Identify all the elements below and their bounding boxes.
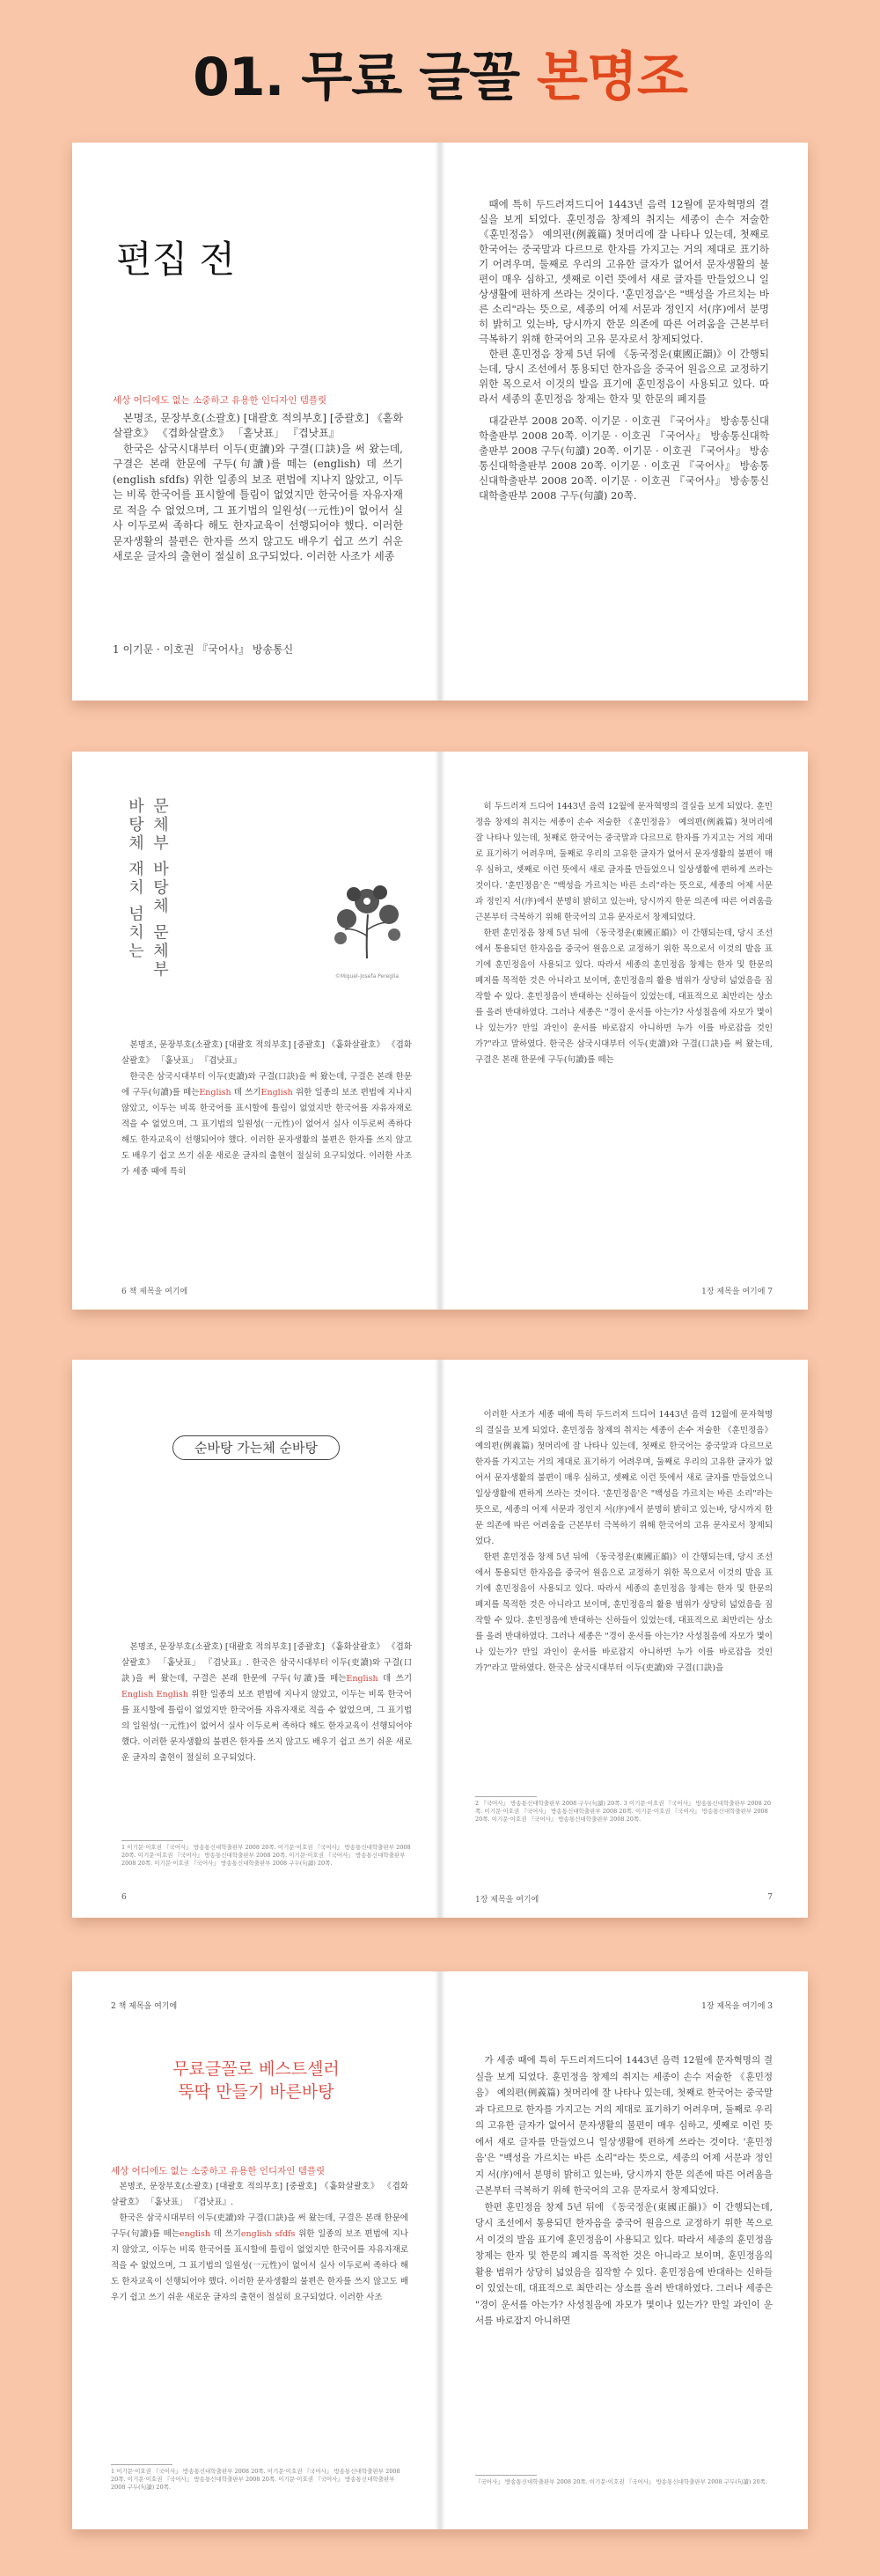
- footnote-rule: [111, 2464, 172, 2465]
- left-page: [72, 752, 440, 1310]
- english-highlight: English English: [121, 1690, 188, 1699]
- right-page: [440, 752, 808, 1310]
- left-page: [72, 1360, 440, 1918]
- folio: 1장 제목을 여기에: [475, 1896, 539, 1904]
- text-run: 본명조, 문장부호(소괄호) [대괄호 적의부호] [중괄호] 《홑화살괄호》 《겹화살괄호》 「홑낫표」 『겹낫표』. 한국은 삼국시대부터 이두(吏讀)와 구결(口訣)을 써 왔는데, 구결은 본래 한문에 구두(句讀)를 떼는: [121, 1642, 412, 1684]
- text-run: 한국은 삼국시대부터 이두(吏讀)와 구결(口訣)을 써 왔는데, 구결은 본래 한문에 구두(句讀)를 떼는: [111, 2213, 408, 2239]
- paragraph: 히 두드러져 드디어 1443년 음력 12월에 문자혁명의 결실을 보게 되었다. 훈민정음 창제의 취지는 세종이 손수 저술한 《훈민정음》 예의편(例義篇) 첫머리에 잘 나타나 있는데, 첫째로 한국어는 중국말과 다르므로 한자를 가지고는 거의 제대로 표기하기 어려우며, 둘째로 우리의 고유한 글자가 없어서 문자생활의 불편이 매우 심하고, 셋째로 이런 뜻에서 새로 글자를 만들었으니 일상생활에 편하게 쓰라는 것이다. '훈민정음'은 "백성을 가르치는 바른 소리"라는 뜻으로, 세종의 어제 서문과 정인지 서(序)에서 분명히 밝히고 있는바, 당시까지 한문 의존에 따른 어려움을 근본부터 극복하기 위해 한국어의 고유 문자로서 창제되었다.: [475, 802, 773, 922]
- folio: 6: [121, 1893, 127, 1902]
- flower-illustration: [327, 875, 407, 963]
- footnote-rule: [121, 1840, 183, 1841]
- body-text: [475, 799, 773, 1068]
- paragraph: 한편 훈민정음 창제 5년 뒤에 《동국정운(東國正韻)》이 간행되는데, 당시 조선에서 통용되던 한자음을 중국어 원음으로 교정하기 위한 목으로서 이것의 발음 표기에 훈민정음이 사용되고 있다. 따라서 세종의 훈민정음 창제는 한자 및 한문의 폐지를: [479, 348, 769, 405]
- text-run: 데 쓰기: [231, 1088, 261, 1097]
- folio: 7: [767, 1893, 773, 1902]
- spread-munche-batang: [72, 752, 808, 1310]
- body-text: [113, 393, 403, 565]
- subhead: 세상 어디에도 없는 소중하고 유용한 인디자인 템플릿: [111, 2166, 326, 2176]
- title-line: 뚝딱 만들기 바른바탕: [178, 2082, 334, 2102]
- english-highlight: English: [199, 1088, 231, 1097]
- subhead: 세상 어디에도 없는 소중하고 유용한 인디자인 템플릿: [113, 395, 327, 406]
- body-text: [475, 1407, 773, 1677]
- references: 대갈관부 2008 20쪽. 이기문 · 이호권 『국어사』 방송통신대학출판부 2008 20쪽. 이기문 · 이호권 『국어사』 방송통신대학출판부 2008 구두(句讀) 20쪽. 이기문 · 이호권 『국어사』 방송통신대학출판부 2008 20쪽. 이기문 · 이호권 『국어사』 방송통신대학출판부 2008 20쪽. 이기문 · 이호권 『국어사』 방송통신대학출판부 2008 구두(句讀) 20쪽.: [479, 415, 769, 502]
- headline-font-name: 본명조: [536, 47, 687, 108]
- paragraph: 때에 특히 두드러져드디어 1443년 음력 12월에 문자혁명의 결실을 보게 되었다. 훈민정음 창제의 취지는 세종이 손수 저술한 《훈민정음》 예의편(例義篇) 첫머리에 잘 나타나 있는데, 첫째로 한국어는 중국말과 다르므로 한자를 가지고는 거의 제대로 표기하기 어려우며, 둘째로 우리의 고유한 글자가 없어서 문자생활의 불편이 매우 심하고, 셋째로 이런 뜻에서 새로 글자를 만들었으니 일상생활에 편하게 쓰라는 것이다. '훈민정음'은 "백성을 가르치는 바른 소리"라는 뜻으로, 세종의 어제 서문과 정인지 서(序)에서 분명히 밝히고 있는바, 당시까지 한문 의존에 따른 어려움을 근본부터 극복하기 위해 한국어의 고유 문자로서 창제되었다.: [479, 198, 769, 345]
- paragraph: 한편 훈민정음 창제 5년 뒤에 《동국정운(東國正韻)》이 간행되는데, 당시 조선에서 통용되던 한자음을 중국어 원음으로 교정하기 위한 목으로서 이것의 발음 표기에 훈민정음이 사용되고 있다. 따라서 세종의 훈민정음 창제는 한자 및 한문의 폐지를 목적한 것은 아니라고 보이며, 훈민정음의 활용 범위가 상당히 넓었음을 짐작할 수 있다. 훈민정음에 반대하는 신하들이 있었는데, 대표적으로 최만리는 상소를 올려 반대하였다. 그러나 세종은 "경이 운서를 아는가? 사성칠음에 자모가 몇이나 있는가? 만일 과인이 운서를 바로잡지 아니하면: [475, 2201, 773, 2326]
- title-line: 무료글꼴로 베스트셀러: [172, 2059, 340, 2079]
- paragraph: [111, 2211, 408, 2306]
- paragraph: 한편 훈민정음 창제 5년 뒤에 《동국정운(東國正韻)》이 간행되는데, 당시 조선에서 통용되던 한자음을 중국어 원음으로 교정하기 위한 목으로서 이것의 발음 표기에 훈민정음이 사용되고 있다. 따라서 세종의 훈민정음 창제는 한자 및 한문의 폐지를 목적한 것은 아니라고 보이며, 훈민정음의 활용 범위가 상당히 넓었음을 짐작할 수 있다. 훈민정음에 반대하는 신하들이 있었는데, 대표적으로 최만리는 상소를 올려 반대하였다. 그러나 세종은 "경이 운서를 아는가? 사성칠음에 자모가 몇이나 있는가? 만일 과인이 운서를 바로잡지 아니하면 누가 이를 바로잡을 것인가?"라고 말하였다. 한국은 삼국시대부터 이두(吏讀)와 구결(口訣)을: [475, 1552, 773, 1673]
- gutter-shadow: [435, 143, 445, 701]
- english-highlight: English: [346, 1674, 378, 1684]
- left-page: [72, 1971, 440, 2529]
- page-title: 편집 전: [116, 238, 236, 281]
- footnote: 1 이기문·이호권 『국어사』 방송통신대학출판부 2008 20쪽. 이기문·이호권 『국어사』 방송통신대학출판부 2008 20쪽. 이기문·이호권 『국어사』 방송통신대학출판부 2008 20쪽. 이기문·이호권 『국어사』 방송통신대학출판부 2008 20쪽. 이기문·이호권 『국어사』 방송통신대학출판부 2008 구두(句讀) 20쪽.: [121, 1844, 411, 1867]
- text-run: 데 쓰기: [209, 2229, 241, 2239]
- english-highlight: English: [260, 1088, 293, 1097]
- body-text: [111, 2163, 408, 2306]
- footnote: 『국어사』 방송통신대학출판부 2008 20쪽. 이기문·이호권 『국어사』 방송통신대학출판부 2008 구두(句讀) 20쪽.: [475, 2478, 767, 2485]
- english-highlight: english: [180, 2229, 210, 2239]
- vertical-title-line: 바탕체 재치 넘치는: [126, 797, 144, 961]
- body-text: [121, 1038, 412, 1180]
- chapter-label: 순바탕 가는체 순바탕: [172, 1435, 340, 1460]
- gutter-shadow: [435, 1360, 445, 1918]
- text-run: 위한 일종의 보조 편법에 지나지 않았고, 이두는 비록 한국어를 표시할에 틀림이 없었지만 한국어를 자유자재로 적을 수 없었으며, 그 표기법의 일원성(一元性)이 없어서 실사 이두로써 족하다 해도 한자교육이 선행되어야 했다. 이러한 문자생활의 불편은 한자를 쓰지 않고도 배우기 쉽고 쓰기 쉬운 새로운 글자의 출현이 절실히 요구되었다. 이러한 사조가 세종 때에 특히: [121, 1088, 412, 1177]
- right-page: [440, 1971, 808, 2529]
- folio: 1장 제목을 여기에 7: [701, 1288, 773, 1296]
- footnote: 2 『국어사』 방송통신대학출판부 2008 구두(句讀) 20쪽. 3 이기문·이호권 『국어사』 방송통신대학출판부 2008 20쪽. 이기문·이호권 『국어사』 방송통신대학출판부 2008 20쪽. 이기문·이호권 『국어사』 방송통신대학출판부 2008 20쪽. 이기문·이호권 『국어사』 방송통신대학출판부 2008 20쪽.: [475, 1800, 772, 1823]
- left-page: [72, 143, 440, 701]
- text-run: 한국은 삼국시대부터 이두(吏讀)와 구결(口訣)을 써 왔는데, 구결은 본래 한문에 구두(句讀)를 떼는: [121, 1072, 412, 1097]
- folio: 6 책 제목을 여기에: [121, 1288, 188, 1296]
- text-run: 위한 일종의 보조 편법에 지나지 않았고, 이두는 비록 한국어를 표시할에 틀림이 없었지만 한국어를 자유자재로 적을 수 없었으며, 그 표기법의 일원성(一元性)이 없어서 실사 이두로써 족하다 해도 한자교육이 선행되어야 했다. 이러한 문자생활의 불편은 한자를 쓰지 않고도 배우기 쉽고 쓰기 쉬운 새로운 글자의 출현이 절실히 요구되었다.: [121, 1690, 412, 1763]
- paragraph: 가 세종 때에 특히 두드러져드디어 1443년 음력 12월에 문자혁명의 결실을 보게 되었다. 훈민정음 창제의 취지는 세종이 손수 저술한 《훈민정음》 예의편(例義篇) 첫머리에 잘 나타나 있는데, 첫째로 한국어는 중국말과 다르므로 한자를 가지고는 거의 제대로 표기하기 어려우며, 둘째로 우리의 고유한 글자가 없어서 문자생활의 불편이 매우 심하고, 셋째로 이런 뜻에서 새로 글자를 만들었으니 일상생활에 편하게 쓰라는 것이다. '훈민정음'은 "백성을 가르치는 바른 소리"라는 뜻으로, 세종의 어제 서문과 정인지 서(序)에서 분명히 밝히고 있는바, 당시까지 한문 의존에 따른 어려움을 근본부터 극복하기 위해 한국어의 고유 문자로서 창제되었다.: [475, 2055, 773, 2196]
- right-page: [440, 143, 808, 701]
- right-page: [440, 1360, 808, 1918]
- running-head: 2 책 제목을 여기에: [111, 2002, 178, 2011]
- paragraph: [121, 1640, 412, 1766]
- paragraph: 이러한 사조가 세종 때에 특히 두드러져 드디어 1443년 음력 12월에 문자혁명의 결실을 보게 되었다. 훈민정음 창제의 취지는 세종이 손수 저술한 《훈민정음》 예의편(例義篇) 첫머리에 잘 나타나 있는데, 첫째로 한국어는 중국말과 다르므로 한자를 가지고는 거의 제대로 표기하기 어려우며, 둘째로 우리의 고유한 글자가 없어서 문자생활의 불편이 매우 심하고, 셋째로 이런 뜻에서 새로 글자를 만들었으니 일상생활에 편하게 쓰라는 것이다. '훈민정음'은 "백성을 가르치는 바른 소리"라는 뜻으로, 세종의 어제 서문과 정인지 서(序)에서 분명히 밝히고 있는바, 당시까지 한문 의존에 따른 어려움을 근본부터 극복하기 위해 한국어의 고유 문자로서 창제되었다.: [475, 1410, 773, 1546]
- image-caption: ©Miguel-Josefa Pereglia: [334, 973, 400, 980]
- headline-prefix: 01. 무료 글꼴: [193, 47, 537, 108]
- page-headline: [0, 35, 880, 111]
- spread-before-edit: [72, 143, 808, 701]
- vertical-title-line: 문체부 바탕체 문체부: [150, 797, 169, 980]
- gutter-shadow: [435, 752, 445, 1310]
- english-highlight: english sfdfs: [240, 2229, 296, 2239]
- body-text: [479, 197, 769, 503]
- footnote: 1 이기문 · 이호권 『국어사』 방송통신: [113, 643, 294, 656]
- running-head: 1장 제목을 여기에 3: [701, 2002, 773, 2011]
- paragraph: 본명조, 문장부호(소괄호) [대괄호 적의부호] [중괄호] 《홑화살괄호》 《겹화살괄호》 「홑낫표」 『겹낫표』: [113, 411, 404, 439]
- paragraph: 본명조, 문장부호(소괄호) [대괄호 적의부호] [중괄호] 《홑화살괄호》 《겹화살괄호》 「홑낫표」 『겹낫표』: [121, 1040, 412, 1066]
- footnote-rule: [475, 2475, 537, 2476]
- gutter-shadow: [435, 1971, 445, 2529]
- paragraph: 한편 훈민정음 창제 5년 뒤에 《동국정운(東國正韻)》이 간행되는데, 당시 조선에서 통용되던 한자음을 중국어 원음으로 교정하기 위한 목으로서 이것의 발음 표기에 훈민정음이 사용되고 있다. 따라서 세종의 훈민정음 창제는 한자 및 한문의 폐지를 목적한 것은 아니라고 보이며, 훈민정음의 활용 범위가 상당히 넓었음을 짐작할 수 있다. 훈민정음이 반대하는 신하들이 있었는데, 대표적으로 최만리는 상소를 올려 반대하였다. 그러나 세종은 "경이 운서를 아는가? 사성칠음에 자모가 몇이나 있는가? 만일 과인이 운서를 바로잡지 아니하면 누가 이를 바로잡을 것인가?"라고 말하였다. 한국은 삼국시대부터 이두(吏讀)와 구결(口訣)을 써 왔는데, 구결은 본래 한문에 구두(句讀)를 떼는: [475, 928, 773, 1065]
- paragraph: [121, 1069, 412, 1180]
- paragraph: 한국은 삼국시대부터 이두(吏讀)와 구결(口訣)을 써 왔는데, 구결은 본래 한문에 구두(句讀)를 떼는 (english) 데 쓰기(english sfdfs) 위한 일종의 보조 편법에 지나지 않았고, 이두는 비록 한국어를 표시할에 틀림이 없었지만 한국어를 자유자재로 적을 수 없었으며, 그 표기법의 일원성(一元性)이 없어서 실사 이두로써 족하다 해도 한자교육이 선행되어야 했다. 이러한 문자생활의 불편은 한자를 쓰지 않고도 배우기 쉽고 쓰기 쉬운 새로운 글자의 출현이 절실히 요구되었다. 이러한 사조가 세종: [113, 442, 403, 562]
- footnote-rule: [475, 1796, 537, 1797]
- footnote: 1 이기문·이호권 『국어사』 방송통신대학출판부 2008 20쪽. 이기문·이호권 『국어사』 방송통신대학출판부 2008 20쪽. 이기문·이호권 『국어사』 방송통신대학출판부 2008 20쪽. 이기문·이호권 『국어사』 방송통신대학출판부 2008 구두(句讀) 20쪽.: [111, 2468, 400, 2491]
- body-text: [475, 2052, 773, 2330]
- spread-sunbatang: [72, 1360, 808, 1918]
- chapter-title: [72, 2058, 440, 2103]
- text-run: 데 쓰기: [378, 1674, 413, 1684]
- spread-bareunbatang: [72, 1971, 808, 2529]
- body-text: [121, 1640, 412, 1766]
- paragraph: 본명조, 문장부호(소괄호) [대괄호 적의부호] [중괄호] 《홑화살괄호》 《겹화살괄호》 「홑낫표」 『겹낫표』.: [111, 2182, 408, 2207]
- text-run: 위한 일종의 보조 편법에 지나지 않았고, 이두는 비록 한국어를 표시할에 틀림이 없었지만 한국어를 자유자재로 적을 수 없었으며, 그 표기법의 일원성(一元性)이 없어서 실사 이두로써 족하다 해도 한자교육이 선행되어야 했다. 이러한 문자생활의 불편은 한자를 쓰지 않고도 배우기 쉽고 쓰기 쉬운 새로운 글자의 출현이 절실히 요구되었다. 이러한 사조: [111, 2229, 408, 2302]
